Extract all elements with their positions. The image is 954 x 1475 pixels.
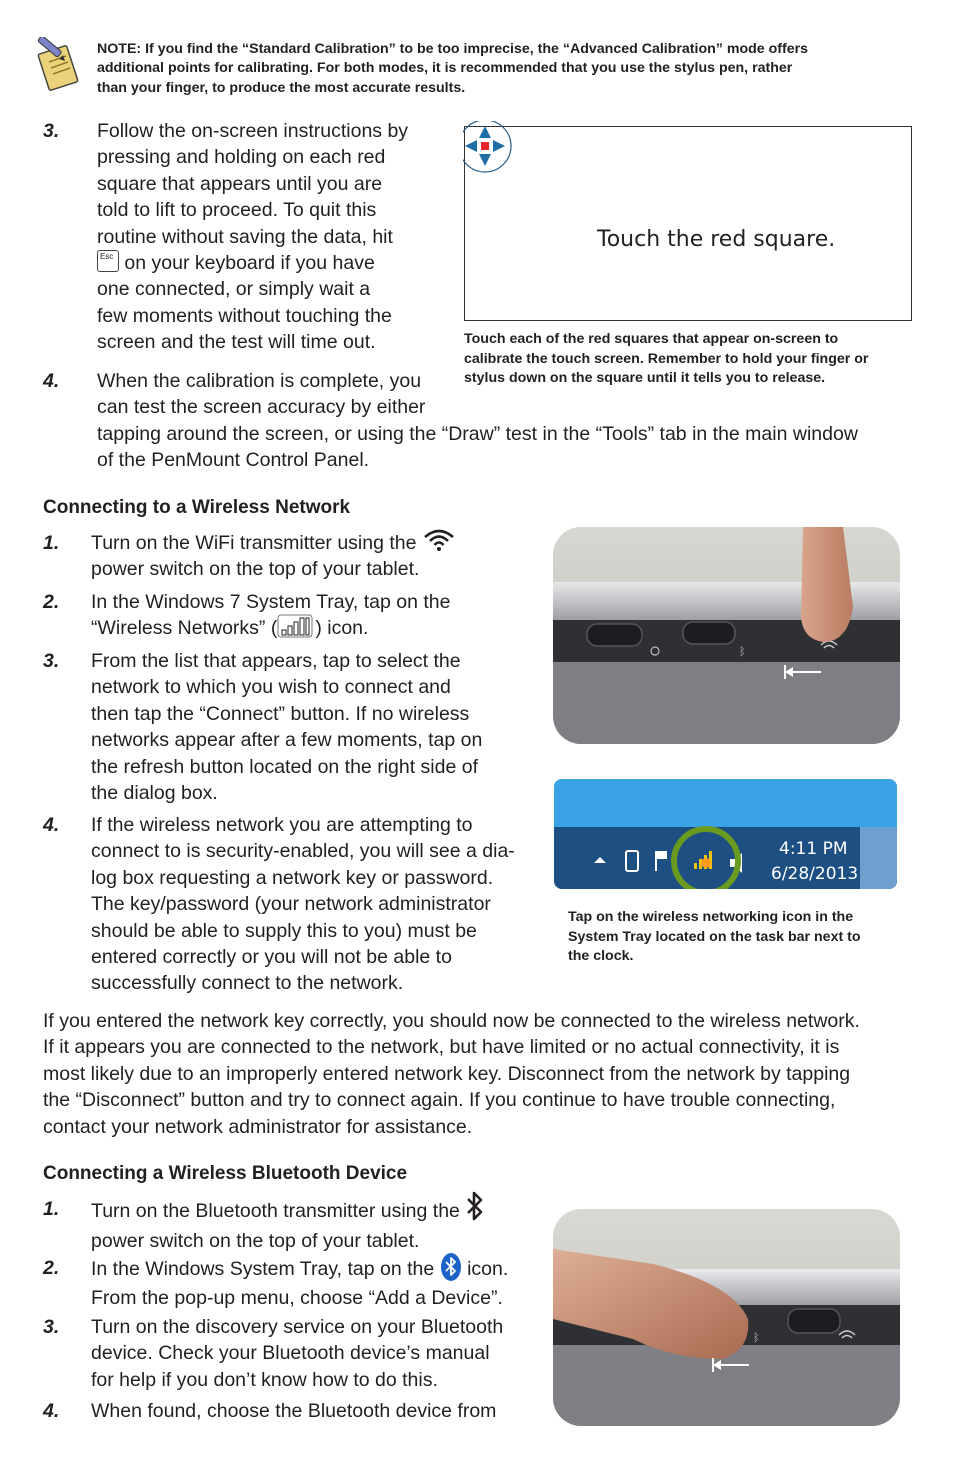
calibration-screen xyxy=(464,126,912,321)
text-line: for help if you don’t know how to do this. xyxy=(91,1368,438,1391)
step-number: 1. xyxy=(43,1198,60,1220)
text-line: ) icon. xyxy=(315,617,369,640)
text-line: device. Check your Bluetooth device’s manual xyxy=(91,1342,490,1365)
step-number: 4. xyxy=(43,814,60,836)
text-line: should be able to supply this to you) must be xyxy=(91,919,477,942)
svg-text:ᛒ: ᛒ xyxy=(739,645,746,658)
text-line: “Wireless Networks” ( xyxy=(91,617,278,640)
step-number: 4. xyxy=(43,370,60,392)
calibration-target-icon xyxy=(463,121,525,181)
svg-text:ᛒ: ᛒ xyxy=(753,1331,760,1344)
note-line: additional points for calibrating. For both modes, it is recommended that you use the stylus pen, rather xyxy=(97,60,793,77)
bluetooth-heading: Connecting a Wireless Bluetooth Device xyxy=(43,1163,408,1184)
bluetooth-step-3 xyxy=(91,1314,541,1393)
text-line: contact your network administrator for assistance. xyxy=(43,1115,473,1138)
text-line: one connected, or simply wait a xyxy=(97,278,371,301)
calibration-step-3 xyxy=(97,118,447,356)
text-line: From the pop-up menu, choose “Add a Device”. xyxy=(91,1287,503,1309)
bluetooth-switch-photo xyxy=(553,1209,900,1426)
text-line: power switch on the top of your tablet. xyxy=(91,1230,420,1252)
bluetooth-step-1 xyxy=(91,1196,541,1254)
text-line: If you entered the network key correctly, you should now be connected to the wireless network. xyxy=(43,1010,860,1032)
text-line: of the PenMount Control Panel. xyxy=(97,449,370,472)
wifi-switch-photo xyxy=(553,527,900,744)
text-line: on your keyboard if you have xyxy=(124,252,375,275)
text-line: can test the screen accuracy by either xyxy=(97,396,426,419)
system-tray-caption xyxy=(568,908,898,967)
text-line: Turn on the Bluetooth transmitter using the xyxy=(91,1200,460,1223)
text-line: most likely due to an improperly entered network key. Disconnect from the network by tapping xyxy=(43,1062,851,1085)
bluetooth-step-2 xyxy=(91,1255,541,1311)
text-line: log box requesting a network key or password. xyxy=(91,866,494,889)
wifi-step-3 xyxy=(91,648,541,806)
wifi-heading: Connecting to a Wireless Network xyxy=(43,497,351,518)
text-line: the dialog box. xyxy=(91,782,218,805)
esc-key-icon xyxy=(97,250,119,272)
text-line: network to which you wish to connect and xyxy=(91,676,451,699)
text-line: then tap the “Connect” button. If no wireless xyxy=(91,702,470,725)
text-line: Turn on the discovery service on your Bluetooth xyxy=(91,1316,504,1338)
text-line: In the Windows 7 System Tray, tap on the xyxy=(91,591,451,613)
text-line: Follow the on-screen instructions by xyxy=(97,120,409,142)
text-line: power switch on the top of your tablet. xyxy=(91,558,420,581)
text-line: the “Disconnect” button and try to connect again. If you continue to have trouble connecting, xyxy=(43,1089,836,1112)
step-number: 3. xyxy=(43,650,60,672)
wifi-step-2 xyxy=(91,589,541,642)
text-line: When the calibration is complete, you xyxy=(97,370,422,392)
calibration-instruction: Touch the red square. xyxy=(597,227,836,252)
text-line: pressing and holding on each red xyxy=(97,146,386,169)
text-line: routine without saving the data, hit xyxy=(97,225,393,248)
tray-time: 4:11 PM xyxy=(779,839,848,859)
text-line: entered correctly or you will not be able to xyxy=(91,946,452,969)
note-line: If you find the “Standard Calibration” to be too imprecise, the “Advanced Calibration” mode offers xyxy=(145,41,809,57)
text-line: The key/password (your network administrator xyxy=(91,893,491,916)
bluetooth-step-4 xyxy=(91,1398,541,1424)
text-line: connect to is security-enabled, you will see a dia- xyxy=(91,840,515,863)
text-line: networks appear after a few moments, tap on xyxy=(91,729,483,752)
caption-line: the clock. xyxy=(568,948,634,965)
wifi-step-4 xyxy=(91,812,541,997)
bluetooth-icon xyxy=(465,1190,485,1222)
text-line: icon. xyxy=(467,1258,509,1281)
calibration-step-4 xyxy=(97,368,917,474)
text-line: the refresh button located on the right side of xyxy=(91,755,479,778)
note-label: NOTE: xyxy=(97,41,142,57)
step-number: 2. xyxy=(43,1257,60,1279)
step-number: 3. xyxy=(43,1316,60,1338)
text-line: tapping around the screen, or using the “Draw” test in the “Tools” tab in the main window xyxy=(97,422,858,445)
bluetooth-tray-icon xyxy=(440,1252,462,1282)
step-number: 4. xyxy=(43,1400,60,1422)
wifi-paragraph xyxy=(43,1008,943,1140)
text-line: screen and the test will time out. xyxy=(97,331,376,354)
text-line: few moments without touching the xyxy=(97,304,392,327)
caption-line: Tap on the wireless networking icon in the xyxy=(568,909,854,925)
text-line: successfully connect to the network. xyxy=(91,972,404,995)
wifi-step-1 xyxy=(91,530,541,583)
text-line: square that appears until you are xyxy=(97,172,383,195)
step-number: 3. xyxy=(43,120,60,142)
step-number: 1. xyxy=(43,532,60,554)
note-icon xyxy=(33,37,85,93)
signal-bars-icon xyxy=(277,614,315,638)
text-line: Turn on the WiFi transmitter using the xyxy=(91,532,417,554)
text-line: In the Windows System Tray, tap on the xyxy=(91,1258,435,1281)
step-number: 2. xyxy=(43,591,60,613)
note-line: than your finger, to produce the most accurate results. xyxy=(97,79,466,96)
caption-line: stylus down on the square until it tells you to release. xyxy=(464,370,826,387)
system-tray-screenshot xyxy=(554,779,897,889)
caption-line: System Tray located on the task bar next to xyxy=(568,928,861,945)
text-line: told to lift to proceed. To quit this xyxy=(97,199,377,222)
text-line: If it appears you are connected to the network, but have limited or no actual connectivity, it is xyxy=(43,1036,840,1059)
note xyxy=(97,40,917,98)
text-line: From the list that appears, tap to select the xyxy=(91,650,461,672)
tray-date: 6/28/2013 xyxy=(771,864,859,884)
text-line: When found, choose the Bluetooth device from xyxy=(91,1400,497,1422)
wifi-icon xyxy=(422,528,456,552)
text-line: If the wireless network you are attempting to xyxy=(91,814,473,836)
caption-line: Touch each of the red squares that appear on-screen to xyxy=(464,331,839,347)
caption-line: calibrate the touch screen. Remember to hold your finger or xyxy=(464,350,869,367)
esc-key-label: Esc xyxy=(100,251,114,261)
